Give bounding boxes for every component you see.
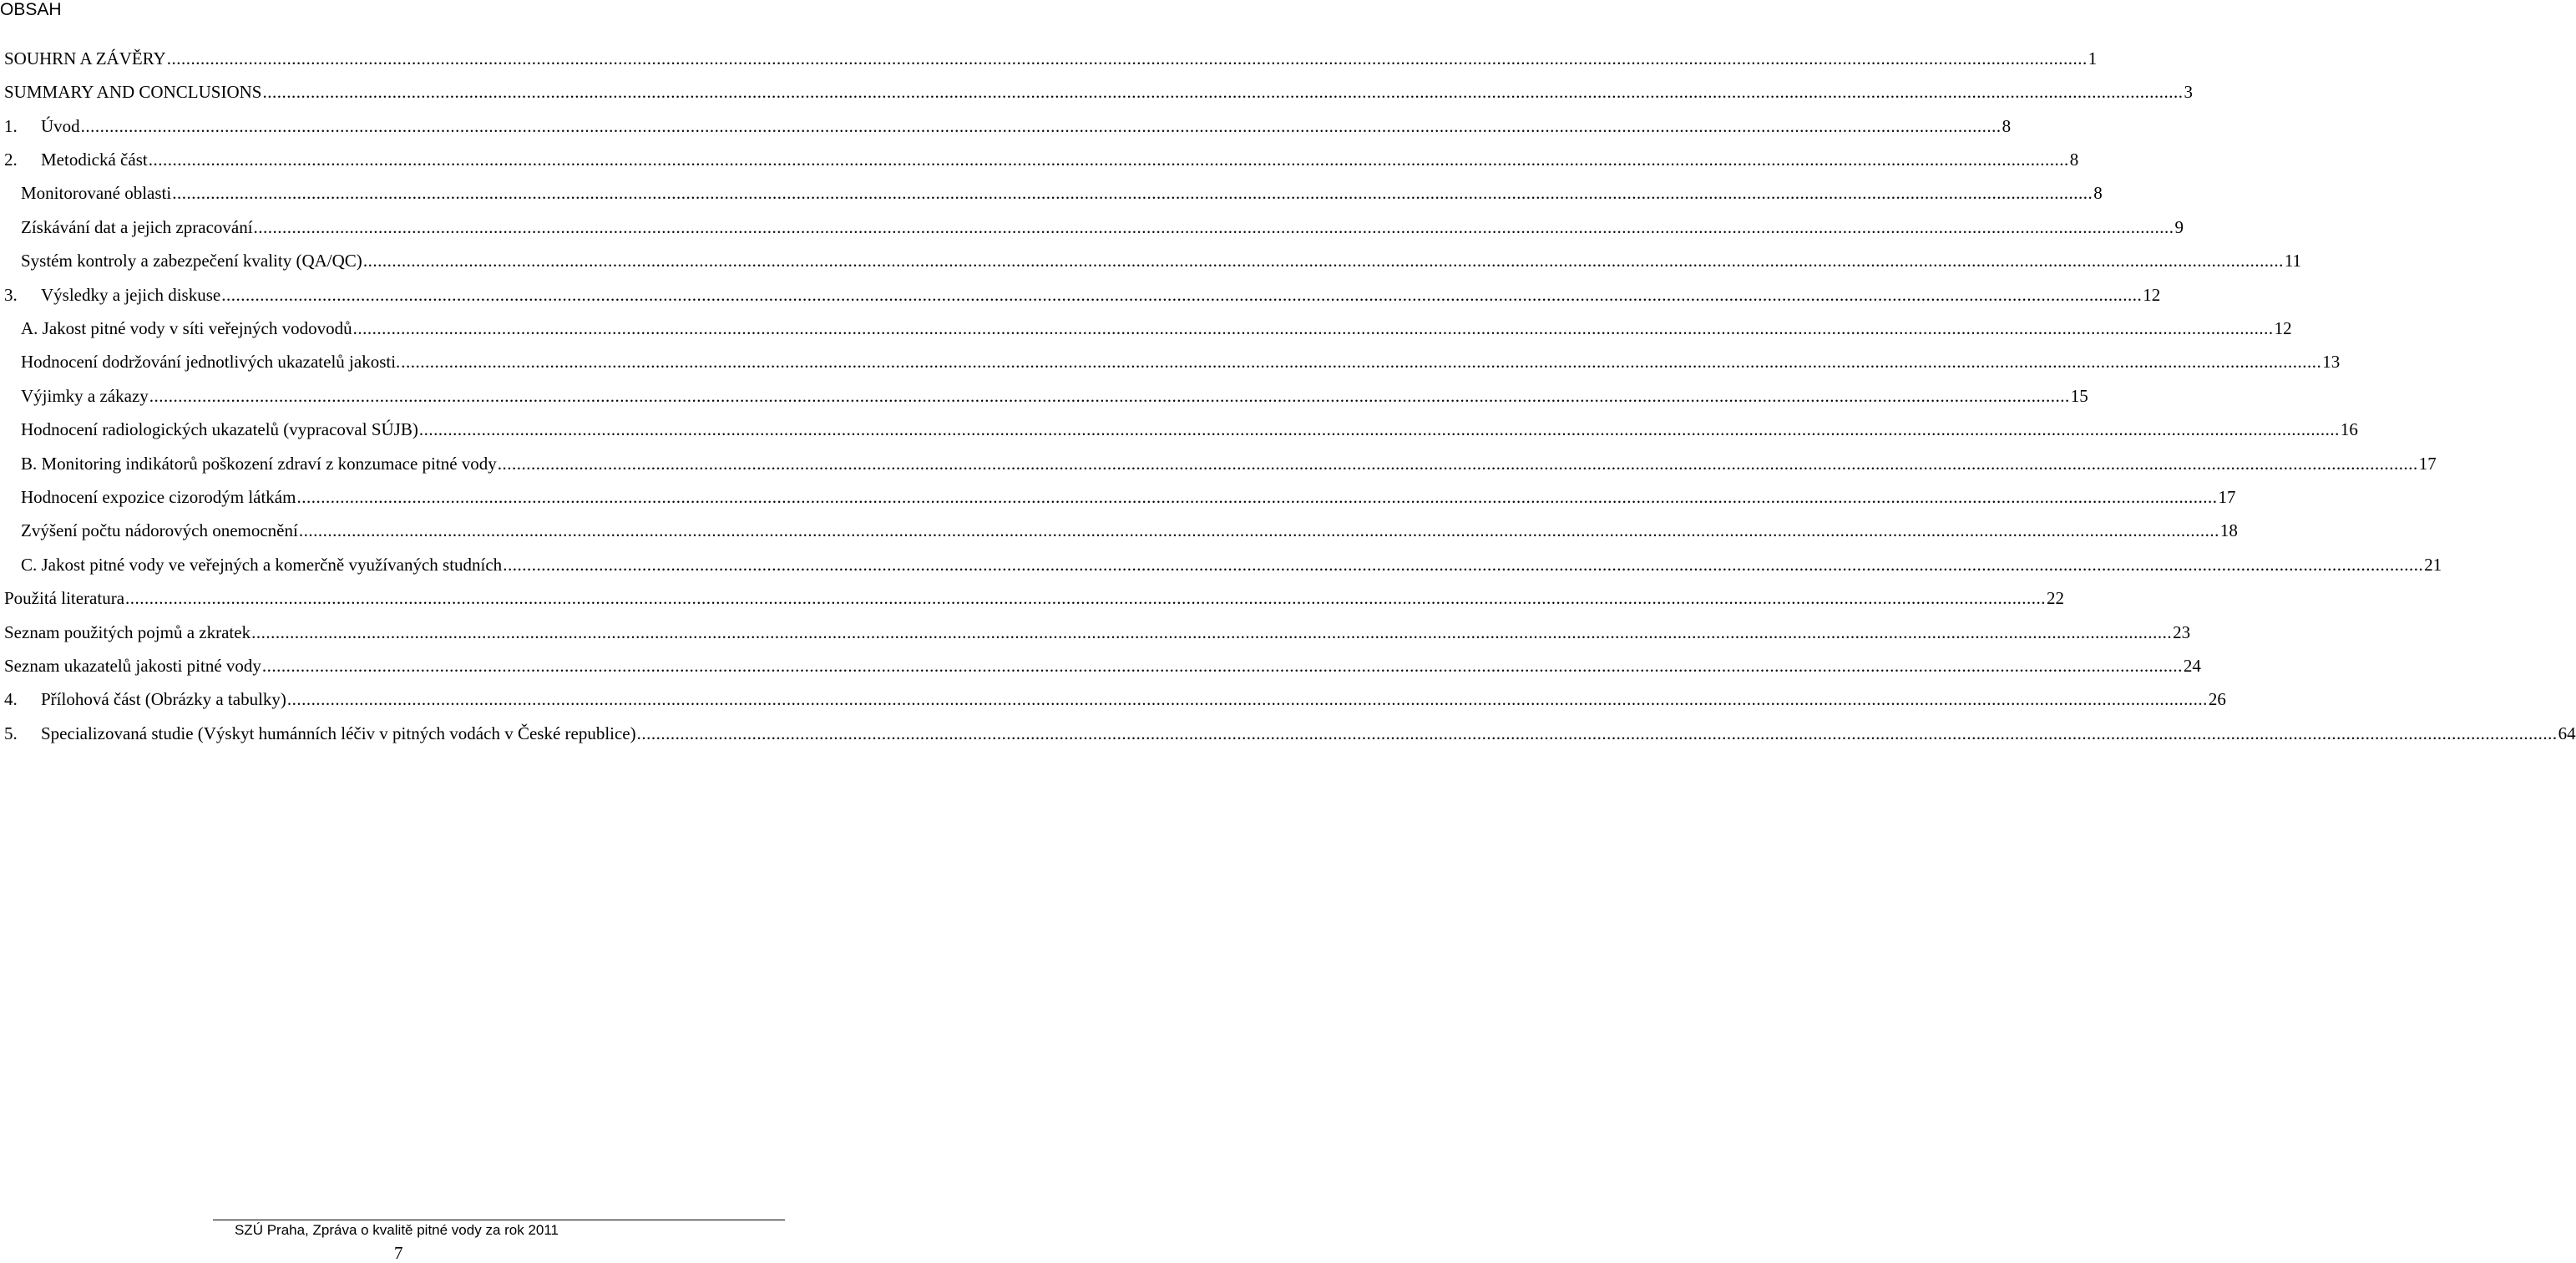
toc-entry[interactable] [4, 143, 2079, 176]
toc-entry-title: Výjimky a zákazy [21, 386, 149, 406]
toc-entry-page: 23 [2173, 622, 2191, 642]
toc-leader-dots: ................................................................................................................................................................................................................................................................................................................................................................................................................ [503, 555, 2424, 575]
toc-entry-page: 9 [2174, 217, 2184, 237]
toc-entry[interactable] [21, 447, 2437, 480]
toc-entry-page: 24 [2183, 656, 2201, 676]
toc-entry-page: 1 [2088, 48, 2098, 68]
toc-entry-title: SOUHRN A ZÁVĚRY [4, 48, 166, 68]
toc-entry[interactable] [21, 312, 2292, 345]
toc-entry-title: Získávání dat a jejich zpracování [21, 217, 253, 237]
toc-entry-title: SUMMARY AND CONCLUSIONS [4, 82, 262, 102]
toc-heading: OBSAH [0, 0, 62, 19]
toc-entry[interactable] [21, 548, 2442, 581]
toc-entry-title: Hodnocení dodržování jednotlivých ukazatelů jakosti. [21, 352, 401, 372]
page-number: 7 [394, 1243, 403, 1263]
toc-leader-dots: ................................................................................................................................................................................................................................................................................................................................................................................................................ [401, 352, 2322, 372]
toc-entry-page: 64 [2558, 723, 2576, 743]
toc-entry[interactable] [21, 210, 2184, 244]
toc-entry[interactable] [4, 75, 2193, 109]
toc-entry-title: Seznam ukazatelů jakosti pitné vody [4, 656, 261, 676]
toc-entry-page: 22 [2047, 588, 2065, 608]
toc-leader-dots: ................................................................................................................................................................................................................................................................................................................................................................................................................ [418, 419, 2340, 439]
toc-entry-title: Hodnocení radiologických ukazatelů (vypracoval SÚJB) [21, 419, 418, 439]
toc-leader-dots: ................................................................................................................................................................................................................................................................................................................................................................................................................ [362, 251, 2284, 271]
toc-entry-number: 5. [4, 723, 18, 743]
toc-leader-dots: ................................................................................................................................................................................................................................................................................................................................................................................................................ [262, 82, 2184, 102]
toc-leader-dots: ................................................................................................................................................................................................................................................................................................................................................................................................................ [80, 116, 2002, 136]
toc-entry[interactable] [21, 345, 2341, 378]
toc-entry[interactable] [21, 413, 2358, 446]
toc-leader-dots: ................................................................................................................................................................................................................................................................................................................................................................................................................ [261, 656, 2183, 676]
toc-entry-page: 12 [2143, 285, 2161, 305]
toc-entry-page: 13 [2322, 352, 2341, 372]
toc-entry-title: Systém kontroly a zabezpečení kvality (QA/QC) [21, 251, 362, 271]
toc-entry-title: A. Jakost pitné vody v síti veřejných vodovodů [21, 318, 352, 338]
toc-entry[interactable] [4, 717, 2576, 750]
toc-entry-title: Seznam použitých pojmů a zkratek [4, 622, 251, 642]
toc-entry-page: 16 [2340, 419, 2358, 439]
toc-entry-title: Metodická část [41, 150, 148, 170]
toc-entry-title: Použitá literatura [4, 588, 125, 608]
toc-entry[interactable] [4, 278, 2161, 312]
toc-entry-title: B. Monitoring indikátorů poškození zdraví z konzumace pitné vody [21, 454, 497, 474]
toc-entry-number: 4. [4, 689, 18, 709]
toc-entry-page: 8 [2069, 150, 2079, 170]
toc-entry[interactable] [4, 581, 2065, 615]
toc-leader-dots: ................................................................................................................................................................................................................................................................................................................................................................................................................ [221, 285, 2143, 305]
toc-entry[interactable] [21, 480, 2236, 514]
footer-text: SZÚ Praha, Zpráva o kvalitě pitné vody za rok 2011 [234, 1222, 559, 1238]
toc-entry-page: 18 [2219, 520, 2238, 540]
toc-leader-dots: ................................................................................................................................................................................................................................................................................................................................................................................................................ [352, 318, 2274, 338]
toc-entry[interactable] [4, 616, 2191, 649]
toc-leader-dots: ................................................................................................................................................................................................................................................................................................................................................................................................................ [636, 723, 2558, 743]
toc-entry-title: Zvýšení počtu nádorových onemocnění [21, 520, 298, 540]
toc-entry-title: C. Jakost pitné vody ve veřejných a komerčně využívaných studních [21, 555, 503, 575]
toc-entry-page: 17 [2418, 454, 2437, 474]
toc-leader-dots: ................................................................................................................................................................................................................................................................................................................................................................................................................ [172, 183, 2093, 203]
toc-leader-dots: ................................................................................................................................................................................................................................................................................................................................................................................................................ [148, 150, 2069, 170]
toc-entry[interactable] [21, 176, 2103, 210]
toc-entry[interactable] [21, 244, 2302, 277]
toc-leader-dots: ................................................................................................................................................................................................................................................................................................................................................................................................................ [166, 48, 2088, 68]
toc-entry-title: Přílohová část (Obrázky a tabulky) [41, 689, 286, 709]
toc-entry-number: 1. [4, 116, 18, 136]
toc-entry-title: Hodnocení expozice cizorodým látkám [21, 487, 296, 507]
toc-entry[interactable] [4, 682, 2226, 716]
toc-entry-page: 21 [2424, 555, 2442, 575]
toc-entry-page: 12 [2274, 318, 2292, 338]
toc-entry[interactable] [4, 649, 2201, 682]
toc-entry-page: 11 [2284, 251, 2302, 271]
toc-entry[interactable] [4, 42, 2098, 75]
toc-leader-dots: ................................................................................................................................................................................................................................................................................................................................................................................................................ [497, 454, 2418, 474]
toc-leader-dots: ................................................................................................................................................................................................................................................................................................................................................................................................................ [296, 487, 2218, 507]
toc-entry-page: 8 [2093, 183, 2103, 203]
toc-leader-dots: ................................................................................................................................................................................................................................................................................................................................................................................................................ [286, 689, 2208, 709]
toc-entry-page: 17 [2218, 487, 2236, 507]
toc-leader-dots: ................................................................................................................................................................................................................................................................................................................................................................................................................ [125, 588, 2047, 608]
toc-entry-page: 15 [2070, 386, 2088, 406]
toc-leader-dots: ................................................................................................................................................................................................................................................................................................................................................................................................................ [251, 622, 2173, 642]
toc-entry-title: Specializovaná studie (Výskyt humánních léčiv v pitných vodách v České republice) [41, 723, 636, 743]
toc-entry[interactable] [21, 379, 2088, 413]
toc-entry[interactable] [21, 514, 2238, 547]
toc-entry[interactable] [4, 109, 2012, 143]
toc-entry-page: 8 [2002, 116, 2012, 136]
toc-entry-number: 2. [4, 150, 18, 170]
toc-leader-dots: ................................................................................................................................................................................................................................................................................................................................................................................................................ [298, 520, 2219, 540]
toc-leader-dots: ................................................................................................................................................................................................................................................................................................................................................................................................................ [149, 386, 2070, 406]
toc-entry-title: Úvod [41, 116, 80, 136]
toc-entry-page: 3 [2184, 82, 2193, 102]
toc-entry-title: Výsledky a jejich diskuse [41, 285, 221, 305]
toc-leader-dots: ................................................................................................................................................................................................................................................................................................................................................................................................................ [253, 217, 2174, 237]
toc-entry-page: 26 [2208, 689, 2226, 709]
toc-entry-number: 3. [4, 285, 18, 305]
toc-entry-title: Monitorované oblasti [21, 183, 172, 203]
